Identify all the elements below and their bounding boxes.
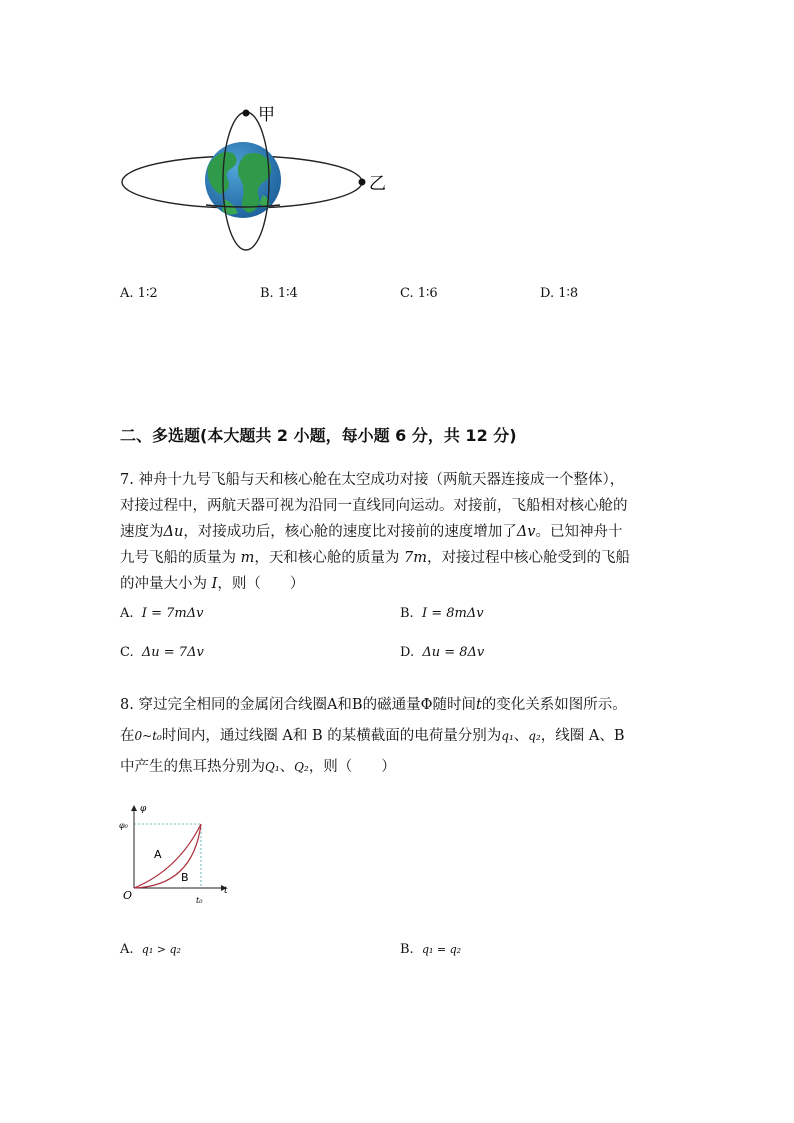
q7-option-a[interactable]: A. I = 7mΔv [120,606,204,621]
q8-option-a[interactable]: A. q₁ > q₂ [120,942,181,957]
q7-line-3: 速度为Δu，对接成功后，核心舱的速度比对接前的速度增加了Δv。已知神舟十 [120,524,623,540]
q7-line-2: 对接过程中，两航天器可视为沿同一直线同向运动。对接前，飞船相对核心舱的 [120,498,628,514]
q7-line-5: 的冲量大小为 I，则（ ） [120,576,305,592]
q7-option-c[interactable]: C. Δu = 7Δv [120,645,204,660]
q8-option-b[interactable]: B. q₁ = q₂ [400,942,462,957]
section-heading: 二、多选题(本大题共 2 小题，每小题 6 分，共 12 分) [120,426,517,445]
q8-line-3: 中产生的焦耳热分别为Q₁、Q₂，则（ ） [120,759,396,775]
q6-option-b[interactable]: B. 1∶4 [260,286,298,301]
q6-option-d[interactable]: D. 1∶8 [540,286,579,301]
satellite-yi [359,179,366,186]
satellite-jia [243,110,250,117]
x-axis-label: t [224,886,228,896]
curve-b-label: B [181,871,189,884]
q7-line-1: 7. 神舟十九号飞船与天和核心舱在太空成功对接（两航天器连接成一个整体）， [120,472,625,488]
label-yi: 乙 [369,174,386,194]
q8-line-2: 在0~t₀时间内，通过线圈 A和 B 的某横截面的电荷量分别为q₁、q₂，线圈 A、B [120,728,625,744]
label-jia: 甲 [258,105,275,125]
curve-a-label: A [154,848,162,861]
q6-option-c[interactable]: C. 1∶6 [400,286,438,301]
flux-graph [118,800,238,910]
y-axis-label: φ [140,804,147,814]
q8-stem [120,690,627,783]
origin-label: O [123,889,133,902]
q7-stem [120,467,630,597]
q7-option-b[interactable]: B. I = 8mΔv [400,606,484,621]
orbit-figure [112,95,402,260]
phi0-label: φ₀ [119,821,128,830]
t0-label: t₀ [196,896,203,905]
q7-line-4: 九号飞船的质量为 m，天和核心舱的质量为 7m，对接过程中核心舱受到的飞船 [120,550,630,566]
curve-b [134,824,201,888]
q6-option-a[interactable]: A. 1∶2 [120,286,158,301]
q8-line-1: 8. 穿过完全相同的金属闭合线圈A和B的磁通量Φ随时间t的变化关系如图所示。 [120,697,627,713]
q7-option-d[interactable]: D. Δu = 8Δv [400,645,485,660]
